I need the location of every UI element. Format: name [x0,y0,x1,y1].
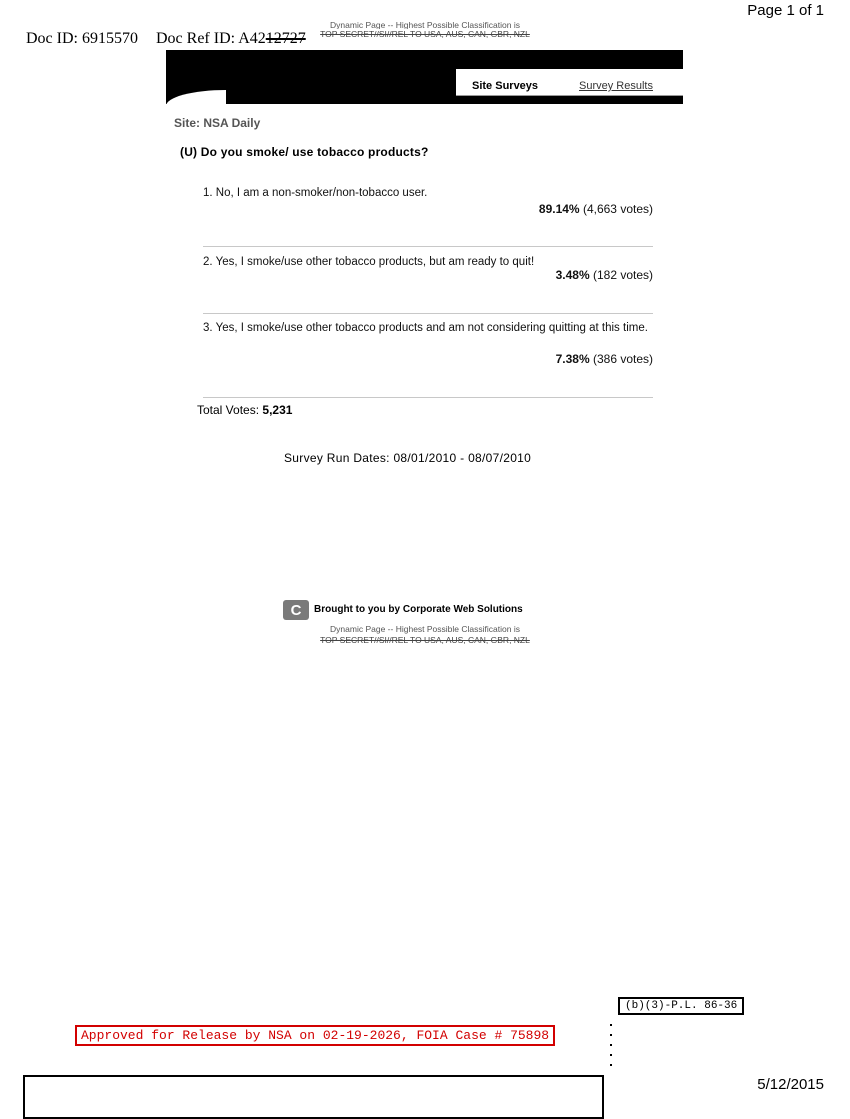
bottom-classification-banner [282,624,568,644]
option-3-votes: (386 votes) [592,352,653,366]
bottom-frame [23,1075,604,1119]
release-stamp: Approved for Release by NSA on 02-19-2026, FOIA Case # 75898 [75,1025,555,1046]
option-2-result [556,268,653,282]
brought-by-text: Brought to you by Corporate Web Solutions [314,604,523,615]
total-votes [197,403,292,417]
classification-line-2: TOP SECRET//SI//REL TO USA, AUS, CAN, GBR, NZL [320,635,530,644]
option-2-percent: 3.48% [555,268,590,282]
survey-run-dates: Survey Run Dates: 08/01/2010 - 08/07/2010 [284,451,532,465]
nav-survey-results[interactable]: Survey Results [579,80,653,92]
total-votes-value: 5,231 [262,403,293,417]
classification-line-2: TOP SECRET//SI//REL TO USA, AUS, CAN, GBR, NZL [320,29,530,39]
doc-ref-prefix: Doc Ref ID: A42 [155,30,266,47]
dotted-leader [610,1024,612,1074]
classification-line-1: Dynamic Page -- Highest Possible Classification is [330,624,520,634]
page-number: Page 1 of 1 [747,2,824,19]
site-label: Site: NSA Daily [174,116,261,130]
nav-site-surveys[interactable]: Site Surveys [472,80,539,92]
option-1-result [539,202,653,216]
doc-id: Doc ID: 6915570 [26,30,138,47]
option-divider [203,246,653,247]
total-votes-label: Total Votes: [197,403,260,417]
print-date: 5/12/2015 [757,1076,824,1093]
option-3-percent: 7.38% [555,352,590,366]
option-1-votes: (4,663 votes) [582,202,653,216]
survey-question: (U) Do you smoke/ use tobacco products? [180,145,429,159]
document-ids [26,30,306,48]
top-classification-banner [282,20,568,40]
option-2-votes: (182 votes) [592,268,653,282]
classification-line-1: Dynamic Page -- Highest Possible Classification is [330,20,520,29]
option-3-text: 3. Yes, I smoke/use other tobacco products and am not considering quitting at this time. [203,322,648,334]
option-2-text: 2. Yes, I smoke/use other tobacco products, but am ready to quit! [203,256,535,268]
exemption-stamp: (b)(3)-P.L. 86-36 [618,997,744,1015]
option-1-percent: 89.14% [538,202,580,216]
corporate-web-solutions-logo-icon: C [283,600,309,620]
option-divider [203,397,653,398]
option-3-result [556,352,653,366]
doc-ref-struck: 12727 [265,30,306,47]
option-1-text: 1. No, I am a non-smoker/non-tobacco user. [203,187,428,199]
option-divider [203,313,653,314]
